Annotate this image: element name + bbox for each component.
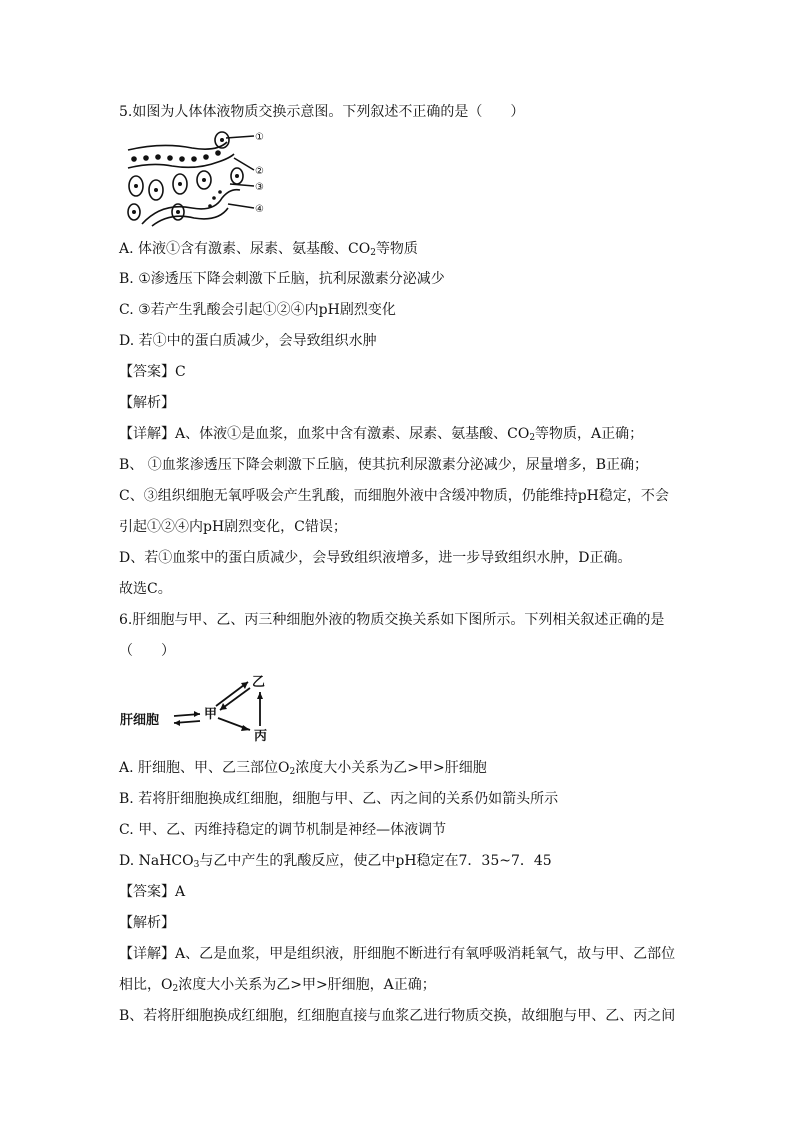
q6-option-b: B. 若将肝细胞换成红细胞，细胞与甲、乙、丙之间的关系仍如箭头所示 — [119, 791, 559, 807]
q5-detail-d: D、若①血浆中的蛋白质减少，会导致组织液增多，进一步导致组织水肿，D正确。 — [119, 550, 632, 566]
q6-option-d: D. NaHCO$_3$与乙中产生的乳酸反应，使乙中pH稳定在7．35~7．45 — [119, 853, 552, 870]
q6-question-paren: （ ） — [119, 643, 175, 659]
label-3: ③ — [255, 182, 264, 193]
q5-detail-b: B、 ①血浆渗透压下降会刺激下丘脑，使其抗利尿激素分泌减少，尿量增多，B正确； — [119, 457, 649, 473]
q5-option-a: A. 体液①含有激素、尿素、氨基酸、$CO_2$等物质 — [119, 241, 418, 258]
label-1: ① — [255, 132, 264, 143]
label-yi: 乙 — [252, 675, 266, 690]
q6-answer: 【答案】A — [119, 884, 186, 900]
label-4: ④ — [255, 204, 264, 215]
q6-detail-a: 【详解】A、乙是血浆，甲是组织液，肝细胞不断进行有氧呼吸消耗氧气，故与甲、乙部位 — [119, 946, 676, 962]
q5-analysis-label: 【解析】 — [119, 395, 175, 411]
label-liver-cell: 肝细胞 — [120, 713, 160, 728]
body-fluid-diagram — [122, 128, 272, 228]
q5-question: 5.如图为人体体液物质交换示意图。下列叙述不正确的是（ ） — [119, 104, 525, 120]
q5-detail-a: 【详解】A、体液①是血浆，血浆中含有激素、尿素、氨基酸、$CO_2$等物质，A正确； — [119, 426, 644, 443]
label-2: ② — [255, 166, 264, 177]
q5-option-d: D. 若①中的蛋白质减少，会导致组织水肿 — [119, 333, 377, 349]
q6-question: 6.肝细胞与甲、乙、丙三种细胞外液的物质交换关系如下图所示。下列相关叙述正确的是 — [119, 612, 665, 628]
label-jia: 甲 — [204, 707, 218, 722]
q6-option-c: C. 甲、乙、丙维持稳定的调节机制是神经—体液调节 — [119, 822, 447, 838]
q6-detail-b: B、若将肝细胞换成红细胞，红细胞直接与血浆乙进行物质交换，故细胞与甲、乙、丙之间 — [119, 1008, 676, 1024]
q5-option-b: B. ①渗透压下降会刺激下丘脑，抗利尿激素分泌减少 — [119, 271, 445, 287]
q5-detail-c-cont: 引起①②④内pH剧烈变化，C错误； — [119, 519, 347, 535]
q5-answer: 【答案】C — [119, 364, 186, 380]
q5-detail-c: C、③组织细胞无氧呼吸会产生乳酸，而细胞外液中含缓冲物质，仍能维持pH稳定，不会 — [119, 488, 669, 504]
fluid-exchange-diagram — [118, 668, 288, 748]
q6-analysis-label: 【解析】 — [119, 915, 175, 931]
label-bing: 丙 — [254, 729, 268, 744]
q6-option-a: A. 肝细胞、甲、乙三部位$O_2$浓度大小关系为乙>甲>肝细胞 — [119, 760, 487, 777]
q5-option-c: C. ③若产生乳酸会引起①②④内pH剧烈变化 — [119, 302, 396, 318]
q6-detail-a-cont: 相比，$O_2$浓度大小关系为乙>甲>肝细胞，A正确； — [119, 977, 436, 994]
q5-conclusion: 故选C。 — [119, 581, 172, 597]
